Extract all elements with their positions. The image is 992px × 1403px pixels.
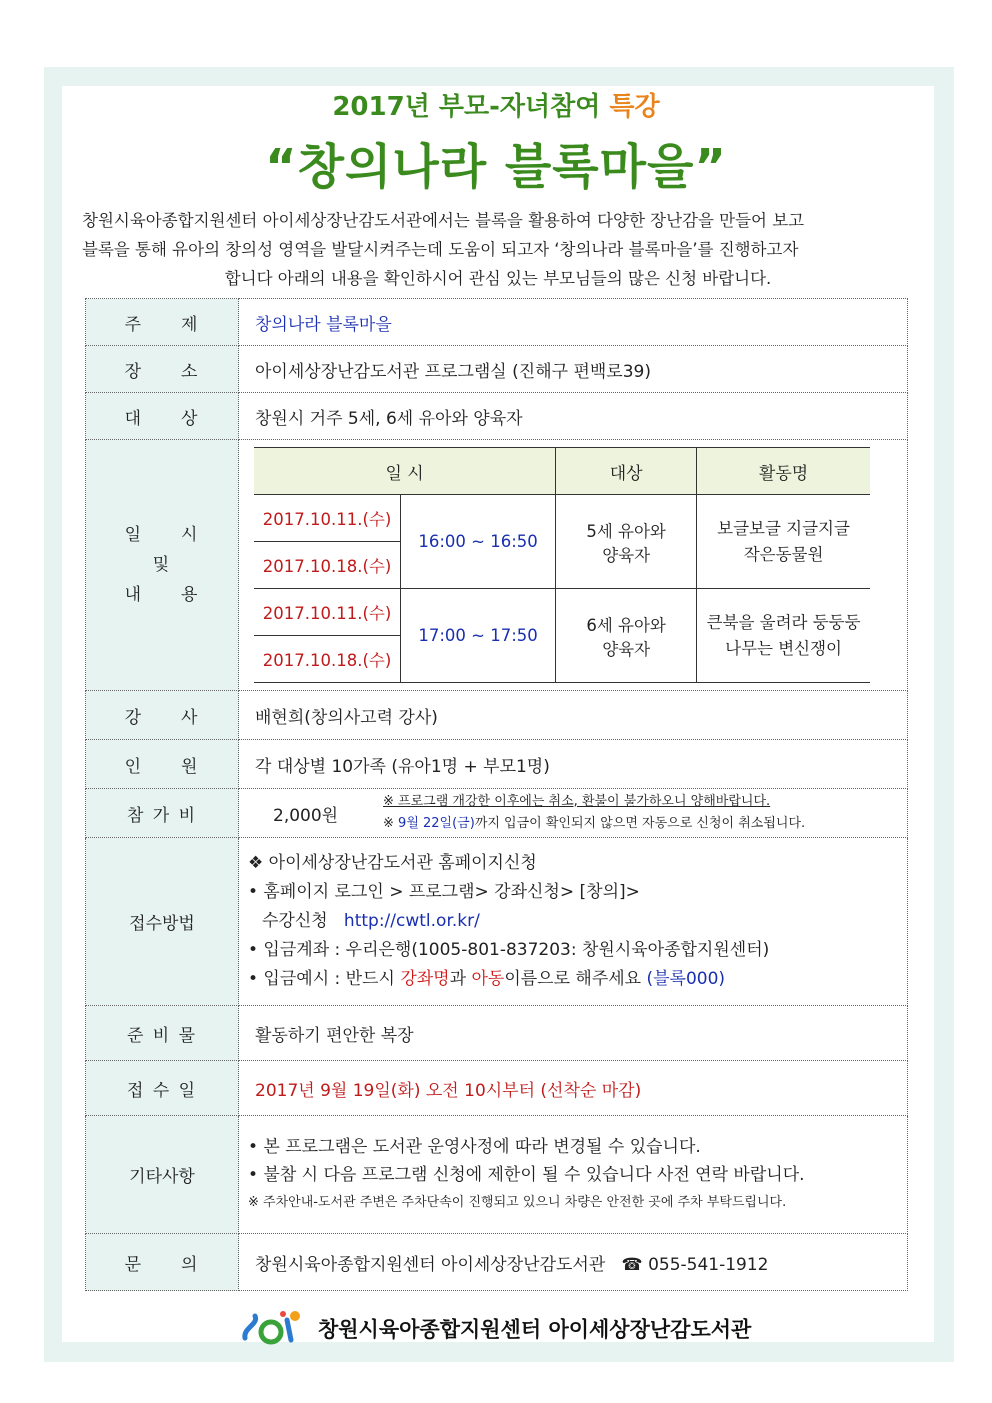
- value-fee-cell: [239, 789, 908, 838]
- intro-line: 창원시육아종합지원센터 아이세상장난감도서관에서는 블록을 활용하여 다양한 장난감을 만들어 보고: [82, 211, 805, 230]
- label-schedule: [86, 440, 239, 691]
- target-line: 5세 유아와: [586, 521, 666, 541]
- target-line: 양육자: [602, 545, 651, 565]
- apply-text: 과: [449, 969, 467, 989]
- schedule-activity: [697, 495, 870, 589]
- etc-line: • 불참 시 다음 프로그램 신청에 제한이 될 수 있습니다 사전 연락 바랍니다.: [248, 1164, 805, 1185]
- apply-line: [248, 907, 906, 936]
- label-apply: 접수방법: [86, 838, 239, 1006]
- value-etc: [239, 1116, 908, 1234]
- activity-line: 큰북을 울려라 둥둥둥: [706, 612, 861, 632]
- apply-text: 이름으로 해주세요: [504, 969, 642, 989]
- info-table: [85, 298, 908, 1291]
- note-mark: ※: [383, 816, 394, 831]
- subtitle: [0, 86, 992, 123]
- fee-note-refund: ※ 프로그램 개강한 이후에는 취소, 환불이 불가하오니 양해바랍니다.: [383, 794, 771, 809]
- value-people: 각 대상별 10가족 (유아1명 + 부모1명): [239, 740, 908, 789]
- apply-line: • 홈페이지 로그인 > 프로그램> 강좌신청> [창의]>: [248, 882, 640, 902]
- row-fee: [86, 789, 908, 838]
- schedule-row: [254, 589, 870, 636]
- schedule-cell: [239, 440, 908, 691]
- footer: [0, 1308, 992, 1353]
- label-schedule-line: 내 용: [124, 585, 200, 605]
- schedule-row: [254, 495, 870, 542]
- label-date: 접 수 일: [86, 1061, 239, 1116]
- label-place: 장 소: [86, 346, 239, 393]
- label-schedule-line: 일 시: [124, 525, 200, 545]
- fee-note-deadline: [383, 813, 805, 835]
- schedule-activity: [697, 589, 870, 683]
- header-target: 대상: [556, 448, 697, 495]
- schedule-table: [254, 447, 870, 683]
- row-place: [86, 346, 908, 393]
- label-etc: 기타사항: [86, 1116, 239, 1234]
- value-lecturer: 배현희(창의사고력 강사): [239, 691, 908, 740]
- activity-line: 작은동물원: [743, 544, 824, 564]
- row-people: [86, 740, 908, 789]
- label-schedule-line: 및: [152, 555, 172, 575]
- contact-org: 창원시육아종합지원센터 아이세상장난감도서관: [255, 1254, 606, 1275]
- logo-icon: [241, 1308, 305, 1353]
- row-schedule: [86, 440, 908, 691]
- note-text: 까지 입금이 확인되지 않으면 자동으로 신청이 취소됩니다.: [474, 816, 806, 831]
- apply-text: 수강신청: [262, 911, 328, 931]
- etc-line: • 본 프로그램은 도서관 운영사정에 따라 변경될 수 있습니다.: [248, 1136, 701, 1157]
- schedule-date: 2017.10.18.(수): [254, 636, 401, 683]
- row-target: [86, 393, 908, 440]
- value-date: 2017년 9월 19일(화) 오전 10시부터 (선착순 마감): [239, 1061, 908, 1116]
- apply-example: (블록000): [646, 969, 726, 989]
- main-title: “창의나라 블록마을”: [265, 139, 727, 195]
- label-topic: 주 제: [86, 299, 239, 346]
- apply-line: ❖ 아이세상장난감도서관 홈페이지신청: [248, 853, 537, 873]
- value-topic: 창의나라 블록마을: [239, 299, 908, 346]
- value-contact: [239, 1234, 908, 1291]
- value-apply: [239, 838, 908, 1006]
- note-date: 9월 22일(금): [398, 816, 475, 831]
- schedule-time: 17:00 ~ 17:50: [401, 589, 556, 683]
- header-datetime: 일 시: [254, 448, 556, 495]
- apply-highlight: 강좌명: [400, 969, 450, 989]
- label-target: 대 상: [86, 393, 239, 440]
- contact-phone: ☎ 055-541-1912: [621, 1254, 769, 1275]
- label-prep: 준 비 물: [86, 1006, 239, 1061]
- parking-note: ※ 주차안내-도서관 주변은 주차단속이 진행되고 있으니 차량은 안전한 곳에 주차 부탁드립니다.: [248, 1194, 787, 1210]
- intro-line: 합니다 아래의 내용을 확인하시어 관심 있는 부모님들의 많은 신청 바랍니다.: [224, 269, 772, 288]
- row-topic: [86, 299, 908, 346]
- schedule-header-row: [254, 448, 870, 495]
- value-place: 아이세상장난감도서관 프로그램실 (진해구 편백로39): [239, 346, 908, 393]
- subtitle-text: 2017년 부모-자녀참여: [332, 92, 601, 122]
- activity-line: 나무는 변신쟁이: [725, 638, 842, 658]
- intro-paragraph: [82, 206, 914, 293]
- row-date: [86, 1061, 908, 1116]
- apply-line: • 입금계좌 : 우리은행(1005-801-837203: 창원시육아종합지원센터): [248, 940, 770, 960]
- schedule-time: 16:00 ~ 16:50: [401, 495, 556, 589]
- label-people: 인 원: [86, 740, 239, 789]
- schedule-target: [556, 495, 697, 589]
- row-contact: [86, 1234, 908, 1291]
- label-lecturer: 강 사: [86, 691, 239, 740]
- value-fee: 2,000원: [273, 805, 339, 826]
- activity-line: 보글보글 지글지글: [717, 518, 850, 538]
- apply-text: • 입금예시 : 반드시: [248, 969, 395, 989]
- apply-line: [248, 965, 906, 994]
- label-fee: 참 가 비: [86, 789, 239, 838]
- value-prep: 활동하기 편안한 복장: [239, 1006, 908, 1061]
- apply-highlight: 아동: [471, 969, 505, 989]
- header-activity: 활동명: [697, 448, 870, 495]
- schedule-date: 2017.10.18.(수): [254, 542, 401, 589]
- label-contact: 문 의: [86, 1234, 239, 1291]
- row-apply: [86, 838, 908, 1006]
- intro-line: 블록을 통해 유아의 창의성 영역을 발달시켜주는데 도움이 되고자 ‘창의나라 블록마을’를 진행하고자: [82, 240, 799, 259]
- schedule-date: 2017.10.11.(수): [254, 589, 401, 636]
- target-line: 양육자: [602, 639, 651, 659]
- value-target: 창원시 거주 5세, 6세 유아와 양육자: [239, 393, 908, 440]
- target-line: 6세 유아와: [586, 615, 666, 635]
- row-lecturer: [86, 691, 908, 740]
- homepage-link[interactable]: http://cwtl.or.kr/: [343, 911, 480, 931]
- row-prep: [86, 1006, 908, 1061]
- footer-org-name: 창원시육아종합지원센터 아이세상장난감도서관: [317, 1317, 752, 1342]
- subtitle-accent: 특강: [609, 92, 660, 122]
- schedule-target: [556, 589, 697, 683]
- schedule-date: 2017.10.11.(수): [254, 495, 401, 542]
- row-etc: [86, 1116, 908, 1234]
